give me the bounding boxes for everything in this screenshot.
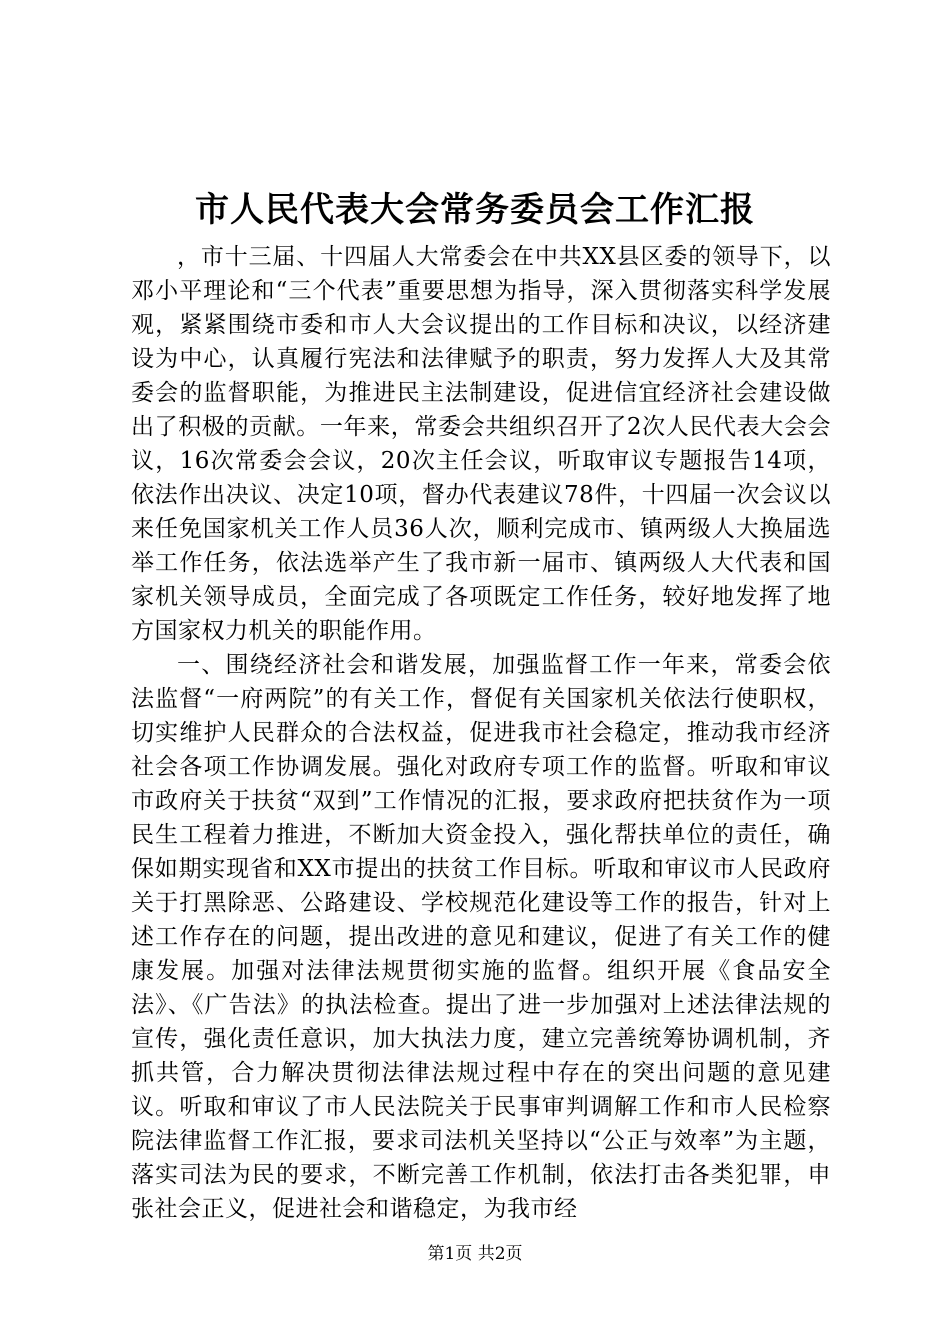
paragraph-section-one: 一、围绕经济社会和谐发展，加强监督工作一年来，常委会依法监督“一府两院”的有关工作，督促有关国家机关依法行使职权，切实维护人民群众的合法权益，促进我市社会稳定，推动我市经济社会各项工作协调发展。强化对政府专项工作的监督。听取和审议市政府关于扶贫“双到”工作情况的汇报，要求政府把扶贫作为一项民生工程着力推进，不断加大资金投入，强化帮扶单位的责任，确保如期实现省和XX市提出的扶贫工作目标。听取和审议市人民政府关于打黑除恶、公路建设、学校规范化建设等工作的报告，针对上述工作存在的问题，提出改进的意见和建议，促进了有关工作的健康发展。加强对法律法规贯彻实施的监督。组织开展《食品安全法》、《广告法》的执法检查。提出了进一步加强对上述法律法规的宣传，强化责任意识，加大执法力度，建立完善统筹协调机制，齐抓共管，合力解决贯彻法律法规过程中存在的突出问题的意见建议。听取和审议了市人民法院关于民事审判调解工作和市人民检察院法律监督工作汇报，要求司法机关坚持以“公正与效率”为主题，落实司法为民的要求，不断完善工作机制，依法打击各类犯罪，申张社会正义，促进社会和谐稳定，为我市经 [131,652,831,1222]
page-number: 第1页 共2页 [427,1244,523,1264]
paragraph-intro: ，市十三届、十四届人大常委会在中共XX县区委的领导下，以邓小平理论和“三个代表”重要思想为指导，深入贯彻落实科学发展观，紧紧围绕市委和市人大会议提出的工作目标和决议，以经济建设为中心，认真履行宪法和法律赋予的职责，努力发挥人大及其常委会的监督职能，为推进民主法制建设，促进信宜经济社会建设做出了积极的贡献。一年来，常委会共组织召开了2次人民代表大会会议，16次常委会会议，20次主任会议，听取审议专题报告14项，依法作出决议、决定10项，督办代表建议78件，十四届一次会议以来任免国家机关工作人员36人次，顺利完成市、镇两级人大换届选举工作任务，依法选举产生了我市新一届市、镇两级人大代表和国家机关领导成员，全面完成了各项既定工作任务，较好地发挥了地方国家权力机关的职能作用。 [131,244,831,644]
document-title: 市人民代表大会常务委员会工作汇报 [195,190,755,230]
document-body [131,240,831,1226]
